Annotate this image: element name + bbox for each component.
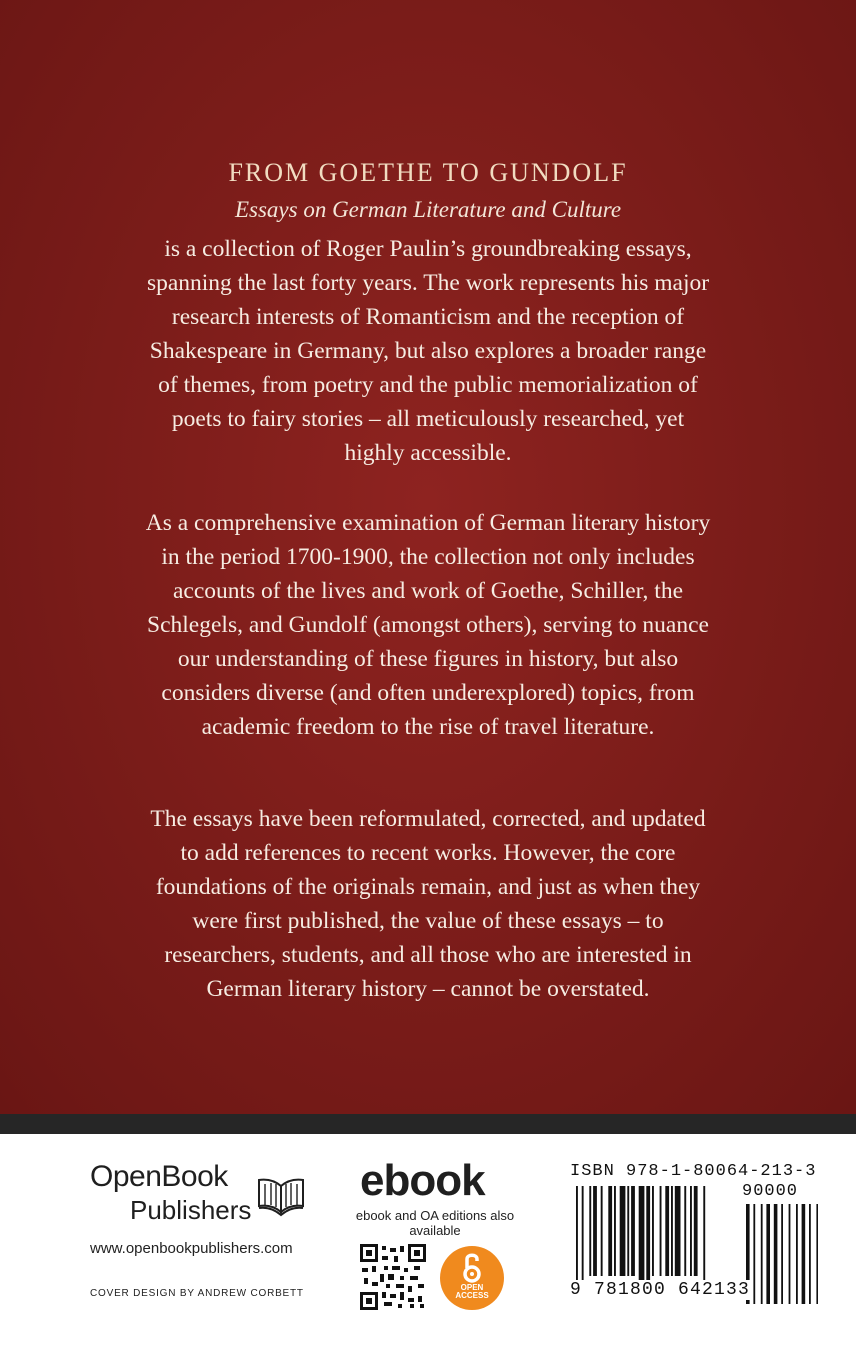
barcode-bar bbox=[665, 1186, 669, 1276]
open-access-lock-icon bbox=[458, 1250, 486, 1284]
barcode-bar bbox=[620, 1186, 626, 1276]
barcode-addon-bar bbox=[761, 1204, 763, 1304]
barcode-bar bbox=[675, 1186, 681, 1276]
publisher-url[interactable]: www.openbookpublishers.com bbox=[90, 1240, 293, 1257]
publisher-name-sub: Publishers bbox=[130, 1195, 252, 1225]
barcode-bar bbox=[660, 1186, 662, 1276]
blurb-paragraph-3: The essays have been reformulated, corrected, and updated to add references to recent works. However, the core foundations of the originals remain, and just as when they were first published, the value of these essays – to researchers, students, and all those who are interested in German literary history – cannot be overstated. bbox=[150, 806, 706, 1002]
barcode-bar bbox=[593, 1186, 597, 1276]
open-book-icon bbox=[256, 1172, 306, 1218]
isbn-text: ISBN 978-1-80064-213-3 bbox=[570, 1162, 817, 1181]
open-access-label-line-1: OPEN bbox=[460, 1283, 484, 1292]
blurb-paragraph-2: As a comprehensive examination of German literary history in the period 1700-1900, the collection not only includes accounts of the lives and work of Goethe, Schiller, the Schlegels, and Gundolf (amongst others), serving to nuance our understanding of these figures in history, but also considers diverse (and often underexplored) topics, from academic freedom to the rise of travel literature. bbox=[145, 510, 711, 740]
barcode-bar bbox=[652, 1186, 654, 1276]
barcode-bar bbox=[703, 1186, 705, 1284]
ebook-availability-note: ebook and OA editions also available bbox=[355, 1208, 515, 1238]
barcode-addon-bar bbox=[781, 1204, 783, 1304]
barcode-digits: 9 781800 642133 bbox=[570, 1280, 751, 1300]
book-title: FROM GOETHE TO GUNDOLF bbox=[228, 158, 628, 187]
barcode-bar bbox=[671, 1186, 673, 1276]
barcode-addon-bar bbox=[796, 1204, 798, 1304]
barcode-addon-bar bbox=[774, 1204, 778, 1304]
cover-design-credit: COVER DESIGN BY ANDREW CORBETT bbox=[90, 1288, 304, 1299]
blurb-paragraph-1: is a collection of Roger Paulin’s groundbreaking essays, spanning the last forty years. The work represents his major research interests of Romanticism and the reception of Shakespeare in Germany, but also explores a broader range of themes, from poetry and the public memorialization of poets to fairy stories – all meticulously researched, yet highly accessible. bbox=[146, 236, 710, 466]
barcode-bar bbox=[582, 1186, 584, 1284]
barcode-bar bbox=[576, 1186, 578, 1284]
barcode-bar bbox=[631, 1186, 635, 1276]
qr-code[interactable] bbox=[360, 1244, 426, 1310]
barcode-addon-bar bbox=[816, 1204, 818, 1304]
barcode-bar bbox=[694, 1186, 698, 1276]
barcode-bar bbox=[601, 1186, 603, 1276]
barcode-addon-bar bbox=[802, 1204, 806, 1304]
barcode-bar bbox=[589, 1186, 591, 1276]
barcode-bar bbox=[627, 1186, 629, 1276]
ebook-wordmark: ebook bbox=[360, 1156, 485, 1205]
barcode-addon-bar bbox=[766, 1204, 770, 1304]
barcode-bar bbox=[684, 1186, 686, 1276]
price-code-text: 90000 bbox=[742, 1182, 799, 1201]
barcode-addon-bar bbox=[753, 1204, 755, 1304]
barcode-addon-bar bbox=[809, 1204, 811, 1304]
barcode-bar bbox=[639, 1186, 645, 1284]
barcode-bar bbox=[608, 1186, 612, 1276]
barcode-bar bbox=[690, 1186, 692, 1276]
cover-divider-band bbox=[0, 1114, 856, 1134]
book-subtitle: Essays on German Literature and Culture bbox=[234, 197, 622, 222]
publisher-name: OpenBook bbox=[90, 1160, 228, 1193]
open-access-label bbox=[440, 1284, 504, 1300]
open-access-label-line-2: ACCESS bbox=[455, 1291, 489, 1300]
barcode-addon-bar bbox=[789, 1204, 791, 1304]
barcode-bar bbox=[646, 1186, 650, 1284]
barcode-bar bbox=[614, 1186, 616, 1276]
